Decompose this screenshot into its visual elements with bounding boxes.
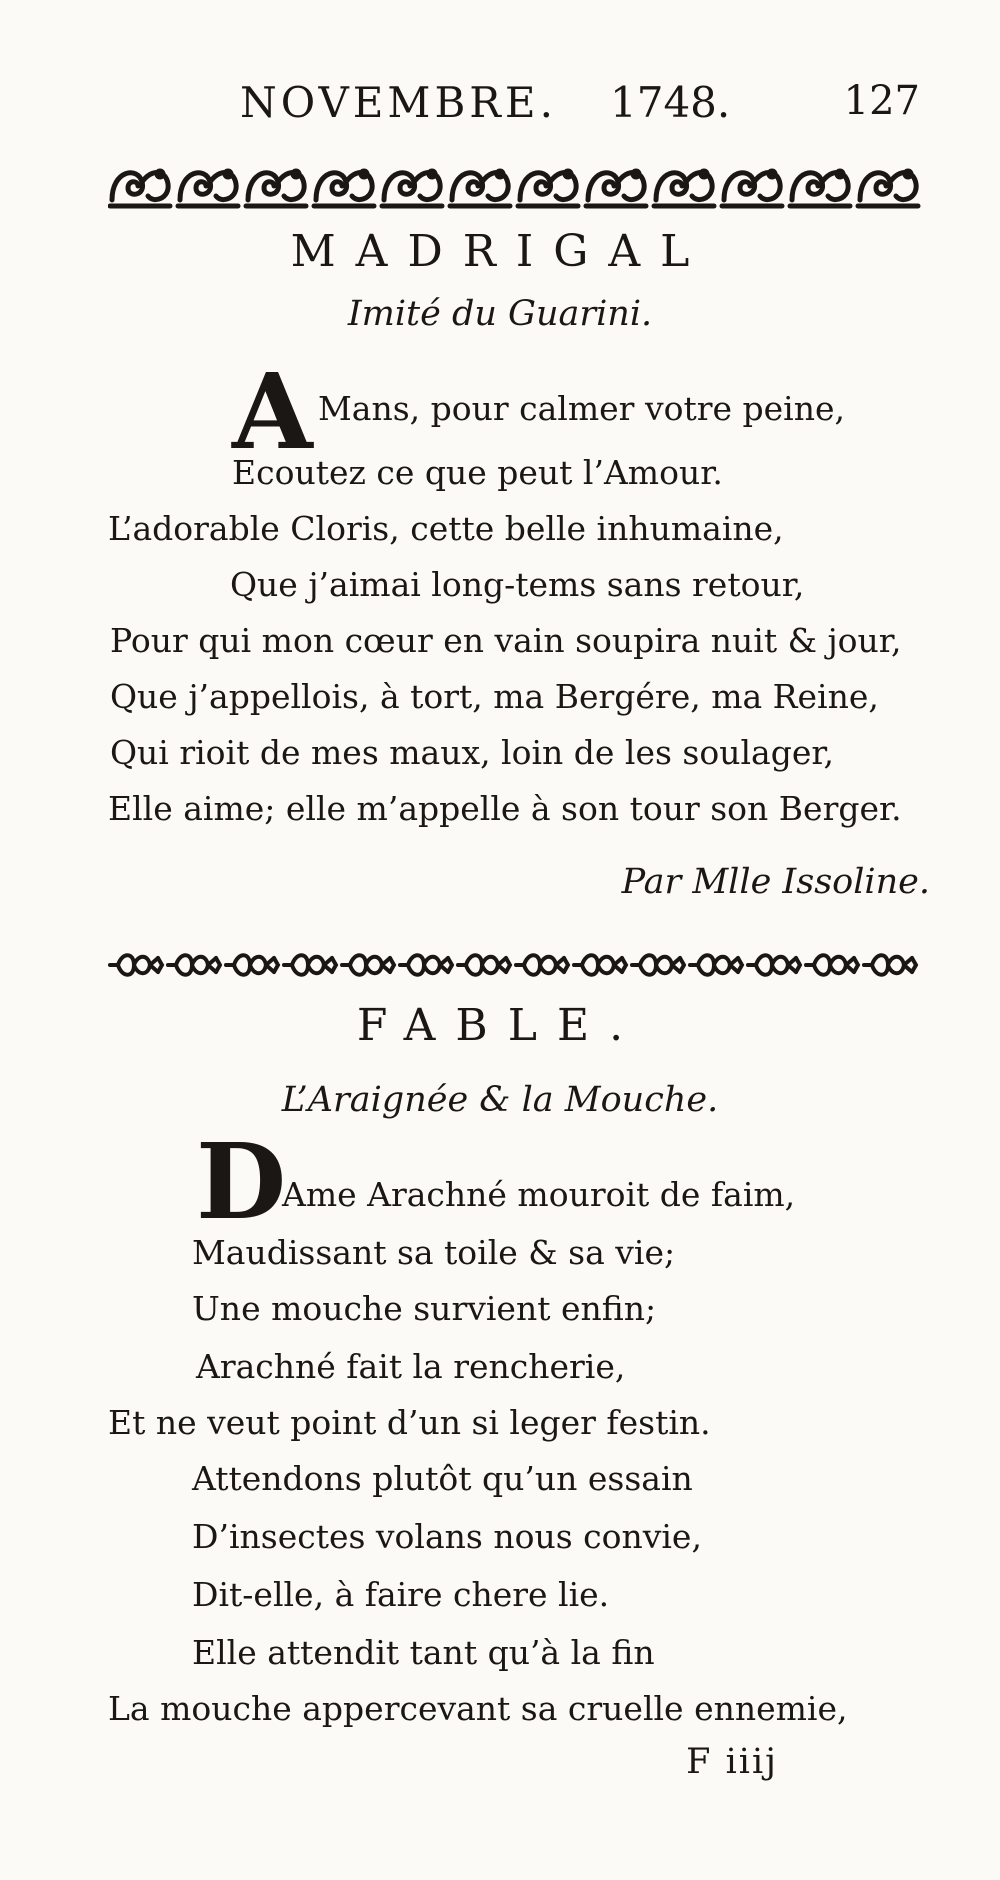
running-head-year: 1748. (610, 78, 731, 127)
fleuron-ornament-icon (108, 948, 930, 982)
fable-dropcap: D (196, 1120, 287, 1243)
verse-line: Dit-elle, à faire chere lie. (192, 1575, 610, 1614)
verse-line: Qui rioit de mes maux, loin de les soulager, (110, 733, 835, 772)
verse-line: Elle attendit tant qu’à la fin (192, 1633, 655, 1672)
verse-line: Que j’aimai long-tems sans retour, (230, 565, 805, 604)
madrigal-dropcap: A (232, 350, 313, 473)
verse-line: Arachné fait la rencherie, (196, 1347, 626, 1386)
verse-line: Attendons plutôt qu’un essain (192, 1459, 693, 1498)
madrigal-signature: Par Mlle Issoline. (621, 862, 930, 902)
ornament-band-middle (108, 948, 930, 982)
verse-line: Elle aime; elle m’appelle à son tour son Berger. (108, 789, 902, 828)
verse-line: Et ne veut point d’un si leger festin. (108, 1403, 711, 1442)
verse-line: Pour qui mon cœur en vain soupira nuit & jour, (110, 621, 902, 660)
page-number: 127 (843, 78, 920, 124)
verse-line: La mouche appercevant sa cruelle ennemie, (108, 1689, 848, 1728)
madrigal-subtitle: Imité du Guarini. (347, 294, 653, 334)
verse-line: D’insectes volans nous convie, (192, 1517, 702, 1556)
verse-line: Maudissant sa toile & sa vie; (192, 1233, 676, 1272)
verse-line: Que j’appellois, à tort, ma Bergére, ma Reine, (110, 677, 879, 716)
verse-line: L’adorable Cloris, cette belle inhumaine, (108, 509, 784, 548)
verse-line: Une mouche survient enfin; (192, 1289, 657, 1328)
signature-mark: F iiij (686, 1742, 778, 1782)
running-head-title: NOVEMBRE. (240, 78, 557, 127)
verse-line: Mans, pour calmer votre peine, (318, 389, 845, 428)
verse-line: Ecoutez ce que peut l’Amour. (232, 453, 723, 492)
madrigal-title: MADRIGAL (290, 226, 710, 277)
fable-subtitle: L’Araignée & la Mouche. (281, 1080, 719, 1120)
verse-line: Ame Arachné mouroit de faim, (282, 1175, 796, 1214)
fable-title: FABLE. (356, 1000, 644, 1051)
